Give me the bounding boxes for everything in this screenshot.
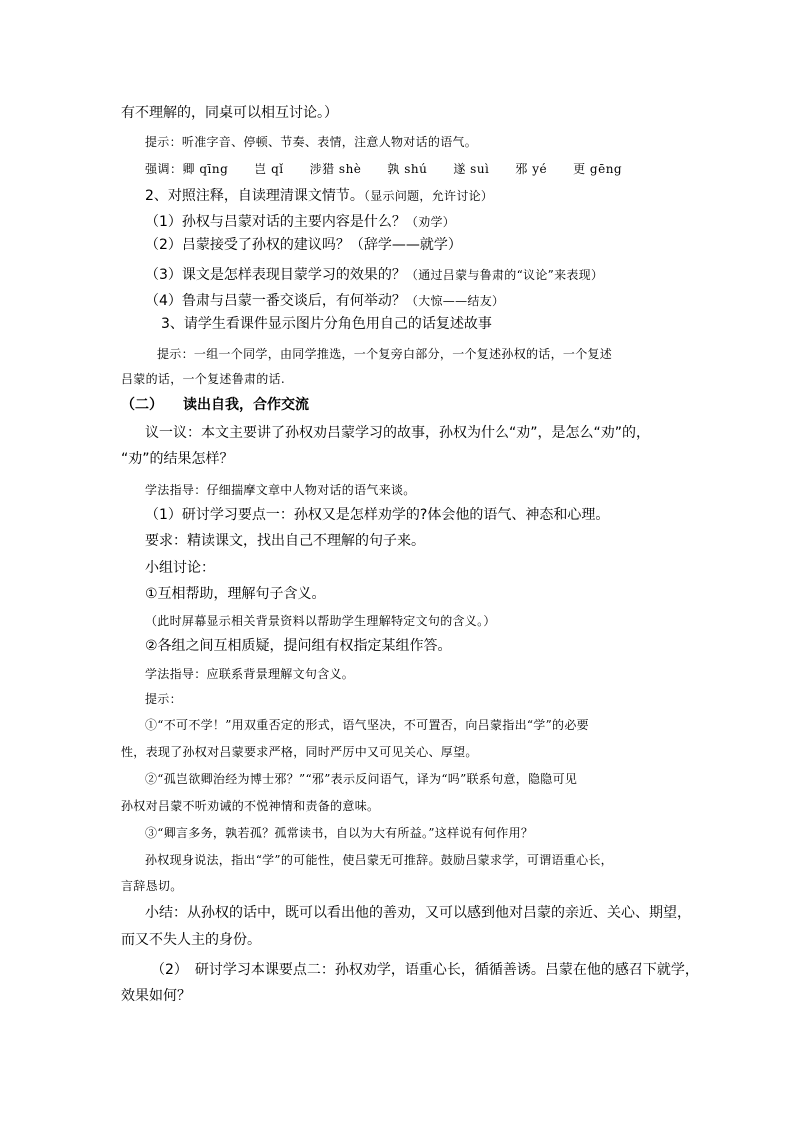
study-guide-2: 学法指导：应联系背景理解文句含义。 <box>145 667 355 681</box>
step-two-text: 2、对照注释，自读理清课文情节。 <box>145 188 364 204</box>
pronunciation-item: 更 gēng <box>573 162 623 176</box>
hint-3-answer-continuation: 言辞恳切。 <box>121 879 183 893</box>
key-point-1: （1）研讨学习要点一：孙权又是怎样劝学的?体会他的语气、神态和心理。 <box>145 507 610 523</box>
question-3 <box>145 264 603 284</box>
pronunciation-item: 涉猎 shè <box>309 162 362 176</box>
question-3-answer: （通过吕蒙与鲁肃的“议论”来表现） <box>405 268 604 282</box>
study-guide: 学法指导：仔细揣摩文章中人物对话的语气来谈。 <box>145 483 416 497</box>
requirement: 要求：精读课文，找出自己不理解的句子来。 <box>145 533 425 549</box>
hint-label: 提示： <box>145 692 182 706</box>
hint-3-answer: 孙权现身说法，指出“学”的可能性，使吕蒙无可推辞。鼓励吕蒙求学，可谓语重心长， <box>145 853 613 867</box>
retell-tip-continuation: 吕蒙的话，一个复述鲁肃的话. <box>121 372 286 386</box>
discussion-item-2: ②各组之间互相质疑，提问组有权指定某组作答。 <box>145 638 452 654</box>
pronunciation-list <box>145 162 622 176</box>
key-point-2: （2） 研讨学习本课要点二：孙权劝学，语重心长，循循善诱。吕蒙在他的感召下就学， <box>151 962 699 978</box>
hint-1: ①“不可不学！”用双重否定的形式，语气坚决，不可置否，向吕蒙指出“学”的必要 <box>145 718 589 732</box>
hint-3: ③“卿言多务，孰若孤？孤常读书，自以为大有所益。”这样说有何作用？ <box>145 826 534 840</box>
hint-2-continuation: 孙权对吕蒙不听劝诫的不悦神情和责备的意味。 <box>121 799 380 813</box>
hint-1-continuation: 性，表现了孙权对吕蒙要求严格，同时严厉中又可见关心、厚望。 <box>121 745 478 759</box>
summary-continuation: 而又不失人主的身份。 <box>121 932 261 948</box>
paragraph-continuation: 有不理解的，同桌可以相互讨论。） <box>121 105 338 121</box>
question-3-text: （3）课文是怎样表现目蒙学习的效果的？ <box>145 267 406 283</box>
question-1-text: （1）孙权与吕蒙对话的主要内容是什么？ <box>145 214 406 230</box>
retell-tip: 提示：一组一个同学，由同学推选，一个复旁白部分，一个复述孙权的话，一个复述 <box>157 347 613 361</box>
reading-tip: 提示：听准字音、停顿、节奏、表情，注意人物对话的语气。 <box>145 135 478 149</box>
group-discussion-label: 小组讨论： <box>145 560 215 576</box>
pronunciation-item: 岂 qǐ <box>254 162 284 176</box>
pronunciation-item: 邪 yé <box>515 162 548 176</box>
question-4-text: （4）鲁肃与吕蒙一番交谈后，有何举动？ <box>145 293 406 309</box>
pronunciation-label: 强调： <box>145 162 183 176</box>
discussion-prompt: 议一议：本文主要讲了孙权劝吕蒙学习的故事，孙权为什么“劝”，是怎么“劝”的， <box>145 425 651 441</box>
section-title: 读出自我，合作交流 <box>183 397 309 413</box>
question-1-answer: （劝学） <box>405 215 456 229</box>
pronunciation-item: 孰 shú <box>387 162 428 176</box>
step-three: 3、请学生看课件显示图片分角色用自己的话复述故事 <box>161 316 492 332</box>
step-two-note: （显示问题，允许讨论） <box>363 189 494 203</box>
question-4-answer: （大惊——结友） <box>405 294 505 308</box>
key-point-2-continuation: 效果如何？ <box>121 988 191 1004</box>
question-4 <box>145 290 504 310</box>
section-number: （二） <box>121 397 163 413</box>
summary: 小结：从孙权的话中，既可以看出他的善劝，又可以感到他对吕蒙的亲近、关心、期望， <box>145 905 691 921</box>
question-2: （2）吕蒙接受了孙权的建议吗？（辞学——就学） <box>145 237 462 253</box>
pronunciation-item: 遂 suì <box>453 162 490 176</box>
step-two <box>145 185 493 205</box>
discussion-prompt-continuation: “劝”的结果怎样？ <box>121 451 234 467</box>
hint-2: ②“孤岂欲卿治经为博士邪？”“邪”表示反问语气，译为“吗”联系句意，隐隐可见 <box>145 772 578 786</box>
question-1 <box>145 211 455 231</box>
pronunciation-item: 卿 qīng <box>182 162 229 176</box>
discussion-item-1: ①互相帮助，理解句子含义。 <box>145 586 326 602</box>
screen-note: （此时屏幕显示相关背景资料以帮助学生理解特定文句的含义。） <box>145 614 496 628</box>
section-heading <box>121 397 309 414</box>
